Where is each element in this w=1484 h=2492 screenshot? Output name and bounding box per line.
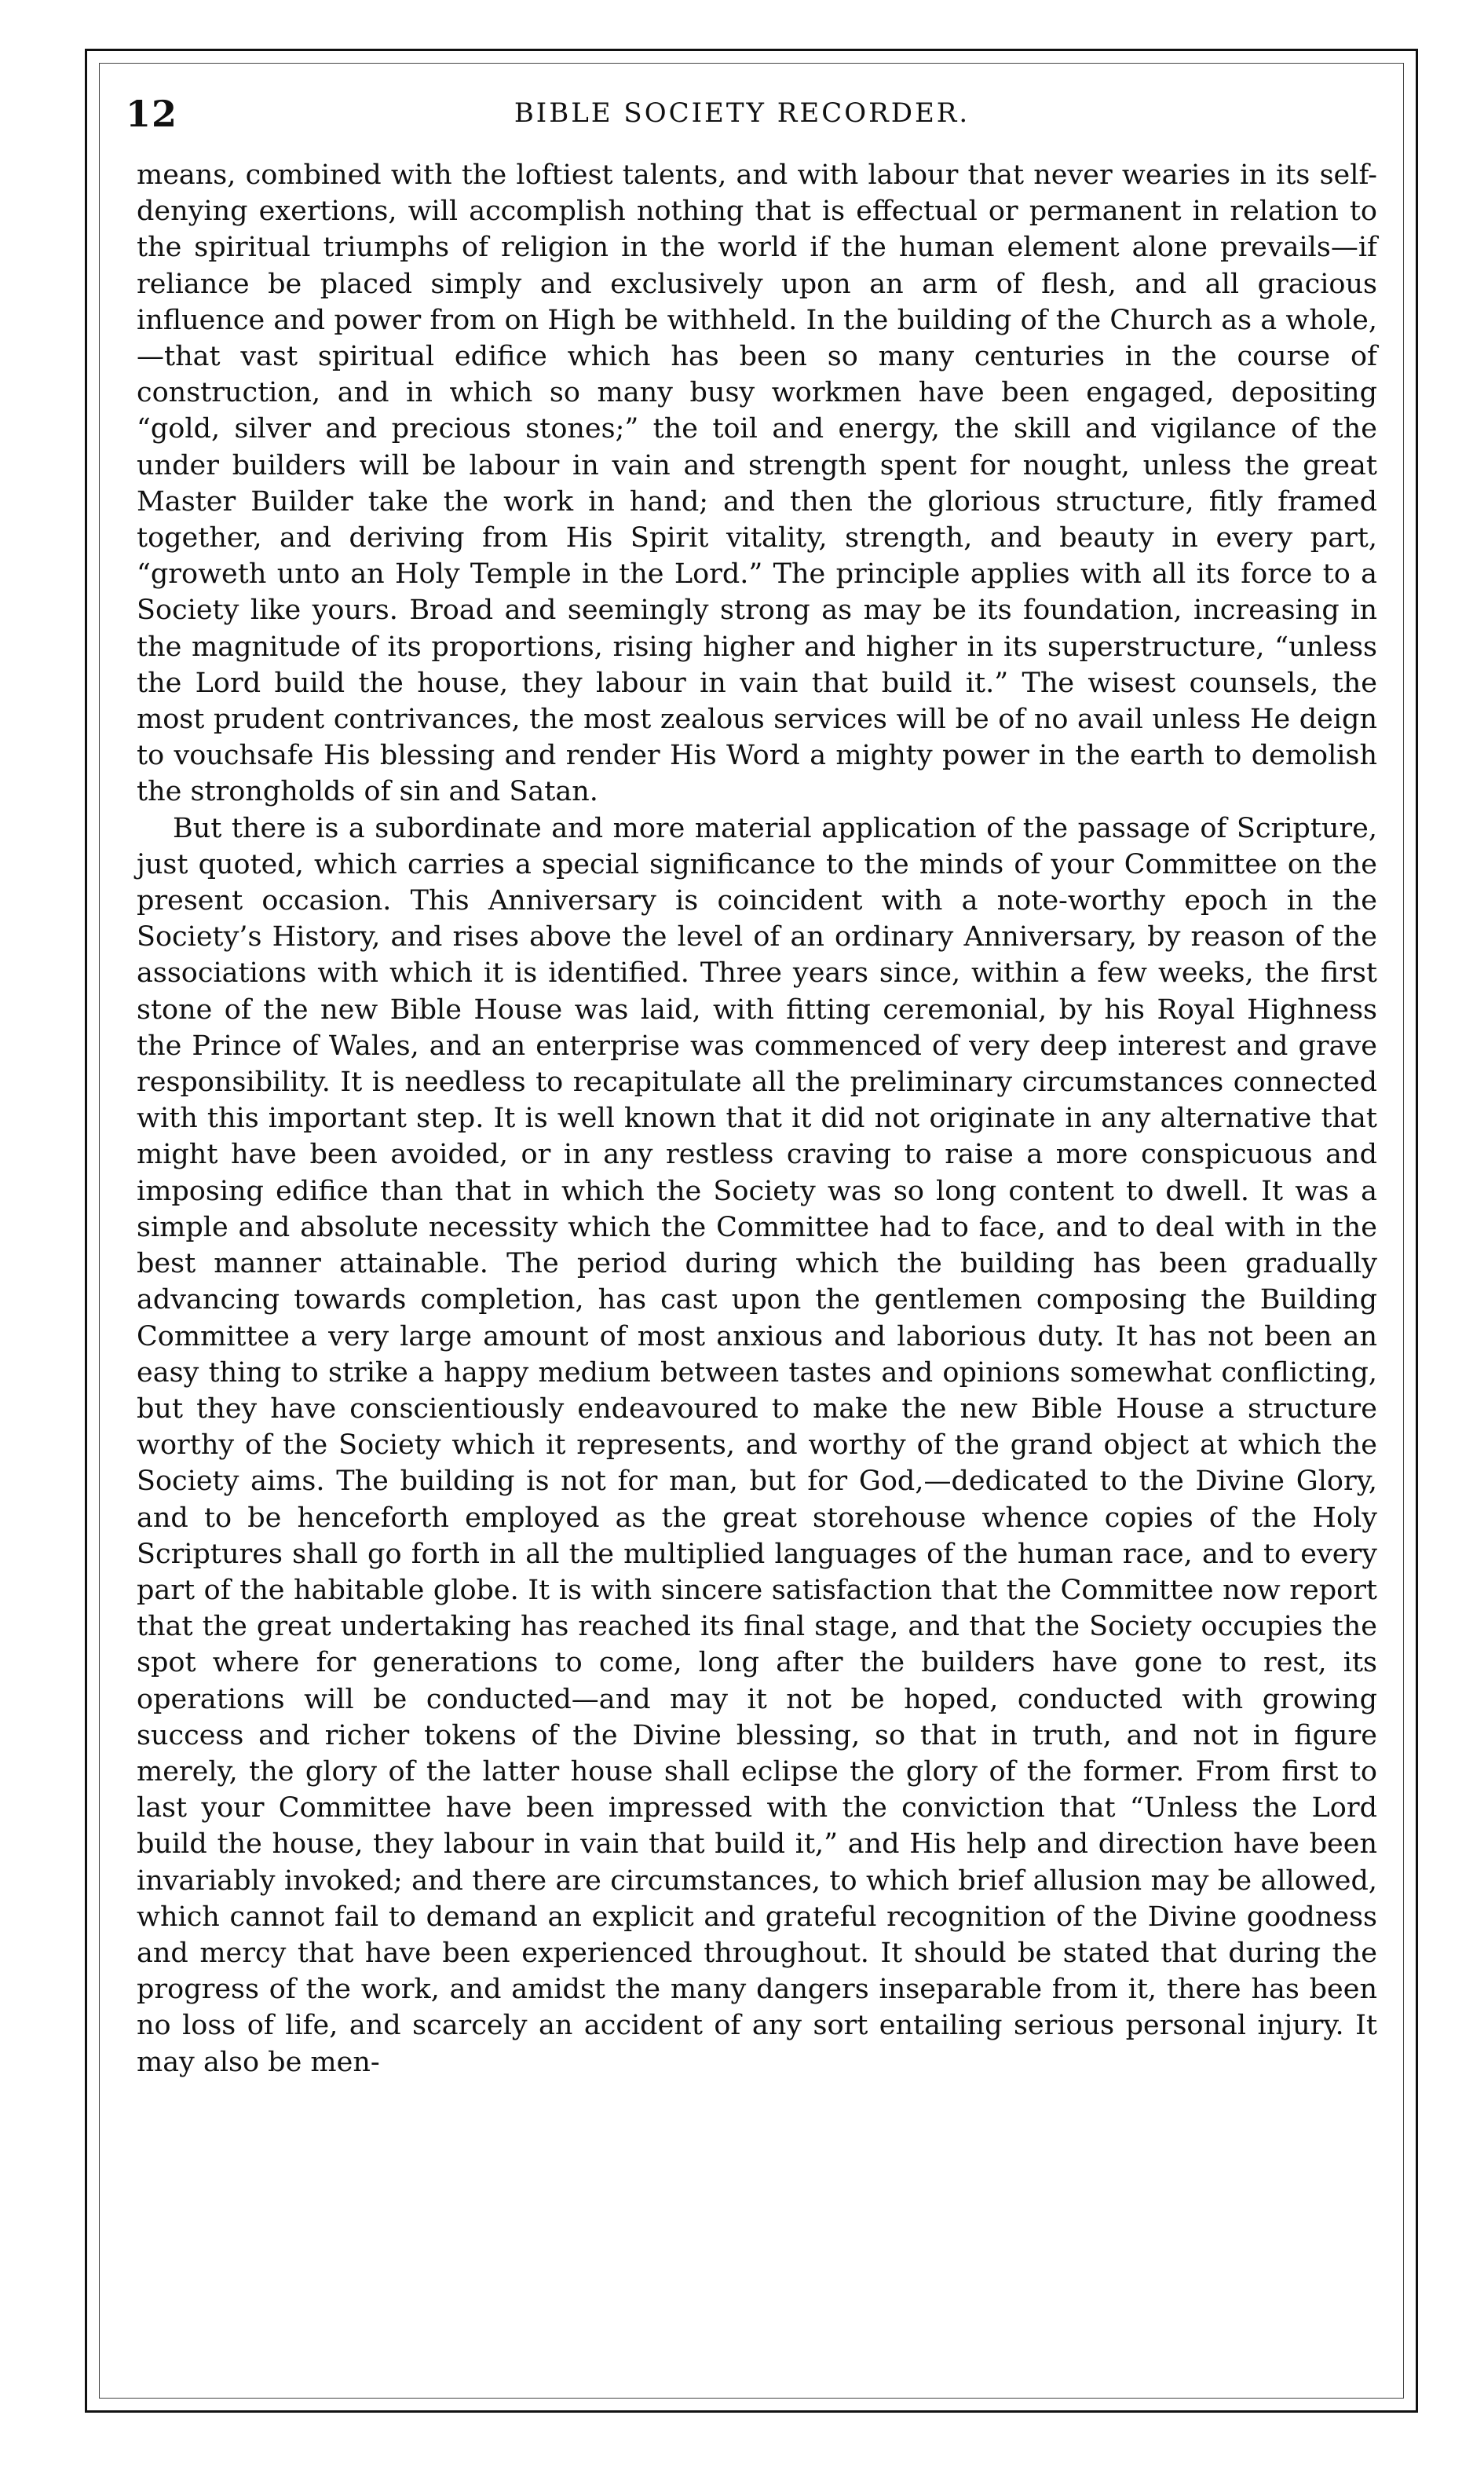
page-number: 12 xyxy=(126,93,178,135)
article-body xyxy=(137,157,1377,2080)
running-title: BIBLE SOCIETY RECORDER. xyxy=(514,97,970,129)
paragraph-bible-house: But there is a subordinate and more material application of the passage of Scripture, just quoted, which carries a special significance to the minds of your Committee on the present occasion. This Anniversary is coincident with a note-worthy epoch in the Society’s History, and rises above the level of an ordinary Anniversary, by reason of the associations with which it is identified. Three years since, within a few weeks, the first stone of the new Bible House was laid, with fitting ceremonial, by his Royal Highness the Prince of Wales, and an enterprise was commenced of very deep interest and grave responsibility. It is needless to recapitulate all the preliminary circumstances connected with this important step. It is well known that it did not originate in any alternative that might have been avoided, or in any restless craving to raise a more conspicuous and imposing edifice than that in which the Society was so long content to dwell. It was a simple and absolute necessity which the Committee had to face, and to deal with in the best manner attainable. The period during which the building has been gradually advancing towards completion, has cast upon the gentlemen composing the Building Committee a very large amount of most anxious and laborious duty. It has not been an easy thing to strike a happy medium between tastes and opinions somewhat conflicting, but they have conscientiously endeavoured to make the new Bible House a structure worthy of the Society which it represents, and worthy of the grand object at which the Society aims. The building is not for man, but for God,—dedicated to the Divine Glory, and to be henceforth employed as the great storehouse whence copies of the Holy Scriptures shall go forth in all the multiplied languages of the human race, and to every part of the habitable globe. It is with sincere satisfaction that the Committee now report that the great undertaking has reached its final stage, and that the Society occupies the spot where for generations to come, long after the builders have gone to rest, its operations will be conducted—and may it not be hoped, conducted with growing success and richer tokens of the Divine blessing, so that in truth, and not in figure merely, the glory of the latter house shall eclipse the glory of the former. From first to last your Committee have been impressed with the conviction that “Unless the Lord build the house, they labour in vain that build it,” and His help and direction have been invariably invoked; and there are circumstances, to which brief allusion may be allowed, which cannot fail to demand an explicit and grateful recognition of the Divine goodness and mercy that have been experienced throughout. It should be stated that during the progress of the work, and amidst the many dangers inseparable from it, there has been no loss of life, and scarcely an accident of any sort entailing serious personal injury. It may also be men- xyxy=(137,812,1377,2078)
paragraph-continued: means, combined with the loftiest talents, and with labour that never wearies in its self-denying exertions, will accomplish nothing that is effectual or permanent in relation to the spiritual triumphs of religion in the world if the human element alone prevails—if reliance be placed simply and exclusively upon an arm of flesh, and all gracious influence and power from on High be withheld. In the building of the Church as a whole,—that vast spiritual edifice which has been so many centuries in the course of construction, and in which so many busy workmen have been engaged, depositing “gold, silver and precious stones;” the toil and energy, the skill and vigilance of the under builders will be labour in vain and strength spent for nought, unless the great Master Builder take the work in hand; and then the glorious structure, fitly framed together, and deriving from His Spirit vitality, strength, and beauty in every part, “groweth unto an Holy Temple in the Lord.” The principle applies with all its force to a Society like yours. Broad and seemingly strong as may be its foundation, increasing in the magnitude of its proportions, rising higher and higher in its superstructure, “unless the Lord build the house, they labour in vain that build it.” The wisest counsels, the most prudent contrivances, the most zealous services will be of no avail unless He deign to vouchsafe His blessing and render His Word a mighty power in the earth to demolish the strongholds of sin and Satan. xyxy=(137,159,1377,808)
